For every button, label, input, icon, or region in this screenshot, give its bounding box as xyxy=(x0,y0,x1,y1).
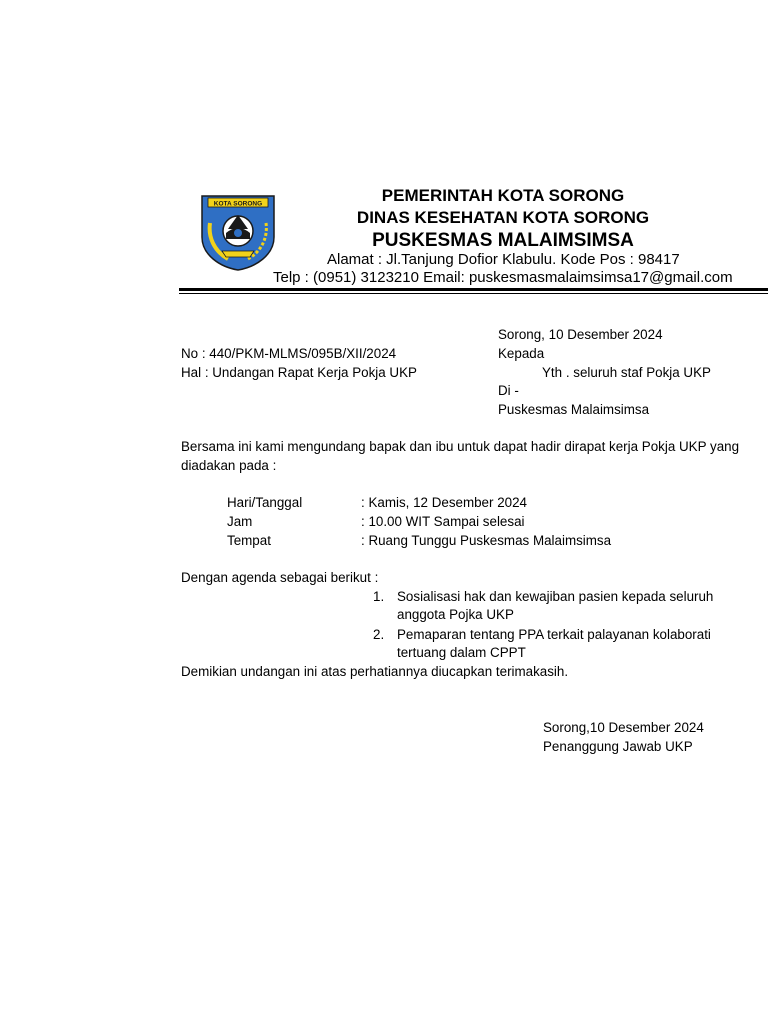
agenda-item-text: Sosialisasi hak dan kewajiban pasien kepada seluruh xyxy=(397,589,714,604)
agenda-item-text-cont: tertuang dalam CPPT xyxy=(397,645,526,660)
letter-subject: Hal : Undangan Rapat Kerja Pokja UKP xyxy=(181,365,417,380)
letter-place-date: Sorong, 10 Desember 2024 xyxy=(498,327,663,342)
agenda-item-number: 1. xyxy=(373,589,385,604)
detail-label-date: Hari/Tanggal xyxy=(227,495,303,510)
letter-intro-line2: diadakan pada : xyxy=(181,458,277,473)
signature-role: Penanggung Jawab UKP xyxy=(543,739,693,754)
letter-to-label: Kepada xyxy=(498,346,545,361)
signature-date: Sorong,10 Desember 2024 xyxy=(543,720,704,735)
header-government: PEMERINTAH KOTA SORONG xyxy=(381,186,625,205)
detail-label-time: Jam xyxy=(227,514,253,529)
agenda-item-text: Pemaparan tentang PPA terkait palayanan kolaborati xyxy=(397,627,711,642)
letter-closing: Demikian undangan ini atas perhatiannya diucapkan terimakasih. xyxy=(181,664,569,679)
letter-recipient: Yth . seluruh staf Pokja UKP xyxy=(542,365,711,380)
detail-label-place: Tempat xyxy=(227,533,271,548)
letterhead-divider-thin xyxy=(179,293,768,294)
header-contact: Telp : (0951) 3123210 Email: puskesmasmalaimsimsa17@gmail.com xyxy=(273,269,733,286)
detail-value-date: : Kamis, 12 Desember 2024 xyxy=(361,495,527,510)
header-institution: PUSKESMAS MALAIMSIMSA xyxy=(372,230,634,251)
agenda-intro: Dengan agenda sebagai berikut : xyxy=(181,570,379,585)
agenda-item-number: 2. xyxy=(373,627,385,642)
letter-location: Puskesmas Malaimsimsa xyxy=(498,402,650,417)
detail-value-place: : Ruang Tunggu Puskesmas Malaimsimsa xyxy=(361,533,612,548)
letter-at-label: Di - xyxy=(498,383,519,398)
letter-intro-line1: Bersama ini kami mengundang bapak dan ibu untuk dapat hadir dirapat kerja Pokja UKP yang xyxy=(181,439,740,454)
header-address: Alamat : Jl.Tanjung Dofior Klabulu. Kode Pos : 98417 xyxy=(327,251,680,268)
letterhead-divider-thick xyxy=(179,288,768,291)
header-department: DINAS KESEHATAN KOTA SORONG xyxy=(356,208,650,227)
agenda-item-text-cont: anggota Pojka UKP xyxy=(397,607,514,622)
logo-title-text: KOTA SORONG xyxy=(213,200,263,208)
detail-value-time: : 10.00 WIT Sampai selesai xyxy=(361,514,525,529)
letter-number: No : 440/PKM-MLMS/095B/XII/2024 xyxy=(181,346,397,361)
